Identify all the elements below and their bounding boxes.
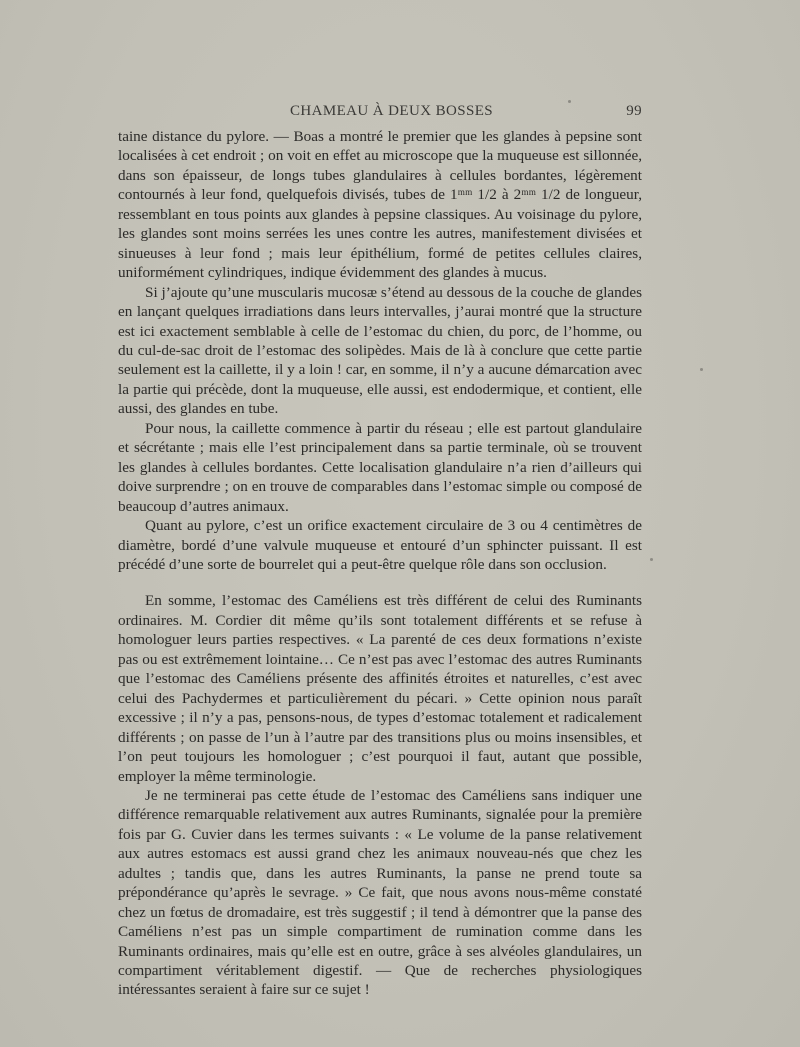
body-text: [118, 127, 642, 1000]
paragraph: Si j’ajoute qu’une muscularis mucosæ s’étend au dessous de la couche de glandes en lançant quelques irradiations dans leurs intervalles, j’aurai montré que la structure est ici exactement semblable à celle de l’estomac du chien, du porc, de l’homme, ou du cul-de-sac droit de l’estomac des solipèdes. Mais de là à conclure que cette partie seulement est la caillette, il y a loin ! car, en somme, il n’y a aucune démarcation avec la partie qui précède, dont la muqueuse, elle aussi, est endodermique, et contient, elle aussi, des glandes en tube.: [118, 283, 642, 418]
paragraph: En somme, l’estomac des Caméliens est très différent de celui des Ruminants ordinaires. M. Cordier dit même qu’ils sont totalement différents et se refuse à homologuer leurs parties respectives. « La parenté de ces deux formations n’existe pas ou est extrêmement lointaine… Ce n’est pas avec l’estomac des autres Ruminants que l’estomac des Caméliens présente des affinités étroites et naturelles, c’est avec celui des Pachydermes et particulièrement du pécari. » Cette opinion nous paraît excessive ; il n’y a pas, pensons-nous, de types d’estomac totalement et radicalement différents ; on passe de l’un à l’autre par des transitions plus ou moins insensibles, et l’on peut toujours les homologuer ; c’est pourquoi il faut, autant que possible, employer la même terminologie.: [118, 592, 642, 785]
page-header: [118, 103, 642, 123]
running-title: CHAMEAU À DEUX BOSSES: [290, 103, 494, 119]
paper-speck: [700, 368, 703, 371]
page-number: 99: [626, 103, 642, 119]
paragraph: taine distance du pylore. — Boas a montré le premier que les glandes à pepsine sont localisées à cet endroit ; on voit en effet au microscope que la muqueuse est sillonnée, dans son épaisseur, de longs tubes glandulaires à cellules bordantes, légèrement contournés à leur fond, quelquefois divisés, tubes de 1ᵐᵐ 1/2 à 2ᵐᵐ 1/2 de longueur, ressemblant en tous points aux glandes à pepsine classiques. Au voisinage du pylore, les glandes sont moins serrées les unes contre les autres, manifestement divisées et sinueuses à leur fond ; mais leur épithélium, formé de petites cellules claires, uniformément cylindriques, indique évidemment des glandes à mucus.: [118, 128, 642, 282]
paper-speck: [650, 558, 653, 561]
paragraph: Quant au pylore, c’est un orifice exactement circulaire de 3 ou 4 centimètres de diamètre, bordé d’une valvule muqueuse et entouré d’un sphincter puissant. Il est précédé d’une sorte de bourrelet qui a peut-être quelque rôle dans son occlusion.: [118, 517, 642, 573]
paragraph: Je ne terminerai pas cette étude de l’estomac des Caméliens sans indiquer une différence remarquable relativement aux autres Ruminants, signalée pour la première fois par G. Cuvier dans les termes suivants : « Le volume de la panse relativement aux autres estomacs est aussi grand chez les animaux nouveau-nés que chez les adultes ; tandis que, dans les autres Ruminants, la panse ne prend toute sa prépondérance qu’après le sevrage. » Ce fait, que nous avons nous-même constaté chez un fœtus de dromadaire, est très suggestif ; il tend à démontrer que la panse des Caméliens n’est pas un simple compartiment de rumination comme dans les Ruminants ordinaires, mais qu’elle est en outre, grâce à ses alvéoles glandulaires, un compartiment véritablement digestif. — Que de recherches physiologiques intéressantes seraient à faire sur ce sujet !: [118, 786, 642, 999]
paper-speck: [568, 100, 571, 103]
paragraph: Pour nous, la caillette commence à partir du réseau ; elle est partout glandulaire et sécrétante ; mais elle l’est principalement dans sa partie terminale, où se trouvent les glandes à cellules bordantes. Cette localisation glandulaire n’a rien d’ailleurs qui doive surprendre ; on en trouve de comparables dans l’estomac simple ou composé de beaucoup d’autres animaux.: [118, 419, 642, 515]
